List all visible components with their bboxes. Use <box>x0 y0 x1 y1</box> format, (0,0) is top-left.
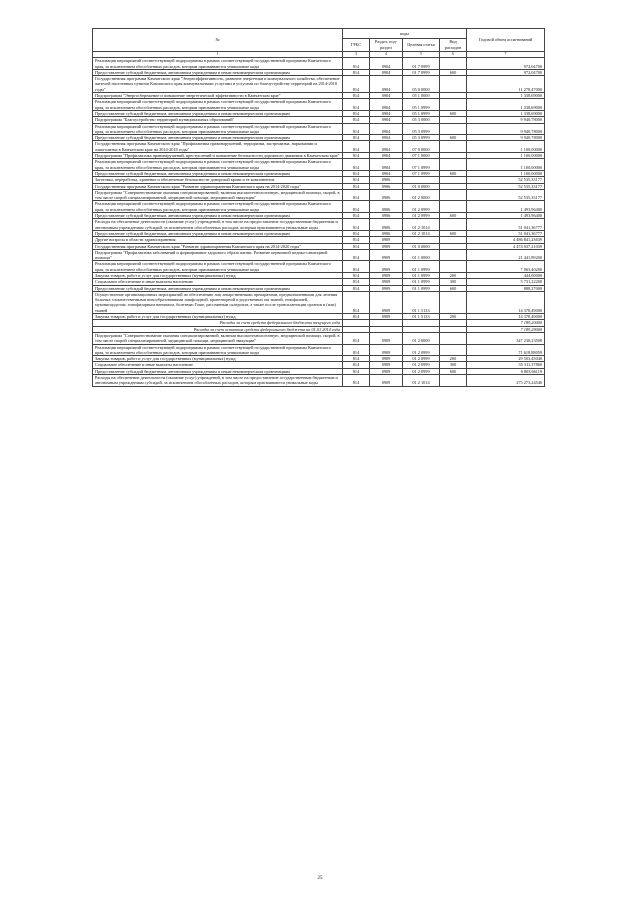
row-exptype <box>440 123 467 135</box>
row-section: 0904 <box>370 135 403 141</box>
row-section: 0906 <box>370 230 403 236</box>
table-row <box>93 201 545 213</box>
row-name: Предоставление субсидий бюджетным, автономным учреждениям и иным некоммерческим организациям <box>93 368 343 374</box>
row-name: Подпрограмма "Совершенствование оказания специализированной, включая высокотехнологичную, медицинской помощи, скорой, в том числе скорой специализированной, медицинской помощи, медицинской эвакуации" <box>93 332 343 344</box>
row-amount: 888,27000 <box>467 285 545 291</box>
row-exptype: 600 <box>440 213 467 219</box>
table-row <box>93 58 545 70</box>
row-target: 01 7 0999 <box>403 58 440 70</box>
row-target: 01 1 0999 <box>403 272 440 278</box>
row-exptype <box>440 261 467 273</box>
row-exptype <box>440 219 467 231</box>
row-name: Государственная программа Камчатского края "Энергоэффективность, развитие энергетики и коммунального хозяйства, обеспечение жителей населенных пунктов Камчатского края коммунальными услугами и услугами по благоустройству территорий на 2014-2018 годы" <box>93 76 343 93</box>
row-grbs: 814 <box>343 272 370 278</box>
row-section: 0904 <box>370 123 403 135</box>
row-section: 0909 <box>370 285 403 291</box>
row-section: 0909 <box>370 375 403 387</box>
row-section: 0904 <box>370 159 403 171</box>
row-name: Реализация мероприятий соответствующей подпрограммы в рамках соответствующей государственной программы Камчатского края, за исключением обособленных расходов, которым присваиваются уникальные коды <box>93 99 343 111</box>
row-grbs: 814 <box>343 213 370 219</box>
row-name: Государственная программа Камчатского края "Профилактика правонарушений, терроризма, экстремизма, наркомании и алкоголизма в Камчатском крае на 2014-2018 годы" <box>93 141 343 153</box>
row-grbs: 814 <box>343 153 370 159</box>
row-target: 05 3 0999 <box>403 123 440 135</box>
row-section: 0906 <box>370 177 403 183</box>
row-target: 05 1 0999 <box>403 99 440 111</box>
row-grbs: 814 <box>343 332 370 344</box>
row-exptype <box>440 291 467 313</box>
row-grbs: 814 <box>343 356 370 362</box>
row-exptype <box>440 141 467 153</box>
row-grbs: 814 <box>343 58 370 70</box>
row-name: Подпрограмма "Энергосбережение и повышение энергетической эффективности в Камчатском крае" <box>93 93 343 99</box>
row-grbs: 814 <box>343 170 370 176</box>
table-row <box>93 159 545 171</box>
row-section: 0909 <box>370 272 403 278</box>
row-grbs: 814 <box>343 362 370 368</box>
row-exptype <box>440 159 467 171</box>
row-section: 0906 <box>370 201 403 213</box>
row-section: 0904 <box>370 93 403 99</box>
row-amount: 4 474 037,21039 <box>467 243 545 249</box>
row-section: 0909 <box>370 291 403 313</box>
row-amount: 29 503,45040 <box>467 356 545 362</box>
row-target: 01 2 0999 <box>403 213 440 219</box>
col-num-6: 6 <box>440 52 467 58</box>
row-exptype: 200 <box>440 314 467 320</box>
row-amount: 35 311,37860 <box>467 362 545 368</box>
row-name: Закупка товаров, работ и услуг для государственных (муниципальных) нужд <box>93 356 343 362</box>
row-amount: 1 493,96400 <box>467 213 545 219</box>
row-amount: 1 493,96400 <box>467 201 545 213</box>
row-amount: 444,00000 <box>467 272 545 278</box>
table-row <box>93 291 545 313</box>
row-name: Расходы за счет средств федерального бюджета текущего года <box>93 320 343 326</box>
col-num-1: 1 <box>93 52 343 58</box>
row-amount: 1 100,00000 <box>467 170 545 176</box>
row-grbs: 814 <box>343 183 370 189</box>
table-body <box>93 58 545 386</box>
row-grbs: 814 <box>343 99 370 111</box>
row-section: 0904 <box>370 58 403 70</box>
row-name: Реализация мероприятий соответствующей подпрограммы в рамках соответствующей государственной программы Камчатского края, за исключением обособленных расходов, которым присваиваются уникальные коды <box>93 201 343 213</box>
row-section: 0909 <box>370 344 403 356</box>
row-grbs: 814 <box>343 93 370 99</box>
row-target: 01 2 1014 <box>403 230 440 236</box>
row-section: 0909 <box>370 314 403 320</box>
budget-table-sheet <box>92 28 544 387</box>
row-name: Подпрограмма "Совершенствование оказания специализированной, включая высокотехнологичную, медицинской помощи, скорой, в том числе скорой специализированной, медицинской помощи, медицинской эвакуации" <box>93 189 343 201</box>
header-target: Целевая статья <box>403 39 440 52</box>
col-num-4: 4 <box>370 52 403 58</box>
row-section: 0904 <box>370 110 403 116</box>
row-exptype: 600 <box>440 285 467 291</box>
table-row <box>93 332 545 344</box>
row-target: 01 1 0000 <box>403 249 440 261</box>
row-exptype: 600 <box>440 230 467 236</box>
row-amount: 52 535,33177 <box>467 183 545 189</box>
row-grbs: 814 <box>343 177 370 183</box>
row-name: Подпрограмма "Профилактика заболеваний и формирование здорового образа жизни. Развитие первичной медико-санитарной помощи" <box>93 249 343 261</box>
row-amount: 972,04700 <box>467 69 545 75</box>
row-section: 0906 <box>370 213 403 219</box>
table-row <box>93 123 545 135</box>
table-row <box>93 375 545 387</box>
table-row <box>93 219 545 231</box>
row-section: 0904 <box>370 69 403 75</box>
row-grbs: 814 <box>343 76 370 93</box>
row-target: 01 2 0999 <box>403 362 440 368</box>
row-grbs: 814 <box>343 230 370 236</box>
row-exptype <box>440 99 467 111</box>
row-section: 0909 <box>370 243 403 249</box>
row-target: 01 2 1014 <box>403 219 440 231</box>
row-amount: 52 535,33177 <box>467 177 545 183</box>
row-grbs: 814 <box>343 201 370 213</box>
row-amount: 1 338,69000 <box>467 99 545 111</box>
row-name: Реализация мероприятий соответствующей подпрограммы в рамках соответствующей государственной программы Камчатского края, за исключением обособленных расходов, которым присваиваются уникальные коды <box>93 123 343 135</box>
row-target: 01 2 1014 <box>403 375 440 387</box>
row-exptype <box>440 344 467 356</box>
row-grbs: 814 <box>343 375 370 387</box>
row-grbs: 814 <box>343 285 370 291</box>
header-exptype: Вид расходов <box>440 39 467 52</box>
row-grbs: 814 <box>343 344 370 356</box>
row-target: 07 0 0000 <box>403 141 440 153</box>
row-amount: 4 486 841,23639 <box>467 237 545 243</box>
row-name: Реализация мероприятий соответствующей подпрограммы в рамках соответствующей государственной программы Камчатского края, за исключением обособленных расходов, которым присваиваются уникальные коды <box>93 344 343 356</box>
row-section: 0909 <box>370 356 403 362</box>
row-exptype <box>440 249 467 261</box>
row-amount: 51 041,36777 <box>467 230 545 236</box>
row-target: 01 2 0999 <box>403 344 440 356</box>
row-exptype <box>440 375 467 387</box>
row-section: 0904 <box>370 99 403 111</box>
row-amount: 52 535,33177 <box>467 189 545 201</box>
row-target: 05 1 0999 <box>403 110 440 116</box>
row-section: 0909 <box>370 368 403 374</box>
row-exptype <box>440 201 467 213</box>
row-grbs: 814 <box>343 159 370 171</box>
row-name: Социальное обеспечение и иные выплаты населению <box>93 362 343 368</box>
row-name: Предоставление субсидий бюджетным, автономным учреждениям и иным некоммерческим организациям <box>93 230 343 236</box>
row-amount: 9 940,78000 <box>467 135 545 141</box>
row-target: 01 0 0000 <box>403 243 440 249</box>
row-name: Предоставление субсидий бюджетным, автономным учреждениям и иным некоммерческим организациям <box>93 135 343 141</box>
row-amount: 275 273,24540 <box>467 375 545 387</box>
row-target: 05 1 0000 <box>403 93 440 99</box>
row-exptype <box>440 58 467 70</box>
row-grbs: 814 <box>343 261 370 273</box>
row-name: Расходы на обеспечение деятельности (оказание услуг) учреждений, в том числе на предоставление государственным бюджетным и автономным учреждениям субсидий, за исключением обособленных расходов, которым присваиваются уникальные коды <box>93 375 343 387</box>
table-row <box>93 249 545 261</box>
row-section: 0904 <box>370 170 403 176</box>
row-name: Предоставление субсидий бюджетным, автономным учреждениям и иным некоммерческим организациям <box>93 110 343 116</box>
row-name: Предоставление субсидий бюджетным, автономным учреждениям и иным некоммерческим организациям <box>93 170 343 176</box>
col-num-3: 3 <box>343 52 370 58</box>
row-grbs: 814 <box>343 368 370 374</box>
row-section: 0904 <box>370 76 403 93</box>
row-exptype: 600 <box>440 110 467 116</box>
row-section: 0904 <box>370 153 403 159</box>
row-exptype: 600 <box>440 135 467 141</box>
header-section: Раздел, под-раздел <box>370 39 403 52</box>
row-target: 01 2 0999 <box>403 368 440 374</box>
table-row <box>93 76 545 93</box>
row-target: 01 1 0999 <box>403 285 440 291</box>
row-exptype <box>440 76 467 93</box>
row-grbs: 814 <box>343 279 370 285</box>
row-grbs: 814 <box>343 189 370 201</box>
row-grbs: 814 <box>343 291 370 313</box>
row-section: 0909 <box>370 237 403 243</box>
row-section: 0904 <box>370 141 403 153</box>
row-section: 0909 <box>370 362 403 368</box>
row-amount: 71 618,88059 <box>467 344 545 356</box>
row-amount: 7 063,40200 <box>467 261 545 273</box>
row-name: Подпрограмма "Профилактика правонарушений, преступлений и повышение безопасности дорожного движения в Камчатском крае" <box>93 153 343 159</box>
row-amount: 14 378,49000 <box>467 291 545 313</box>
row-amount: 9 940,78000 <box>467 123 545 135</box>
row-amount: 14 378,49000 <box>467 314 545 320</box>
row-amount: 51 041,36777 <box>467 219 545 231</box>
row-amount: 6 803,66119 <box>467 368 545 374</box>
row-amount: 7 189,20000 <box>467 320 545 326</box>
row-target: 01 2 0999 <box>403 201 440 213</box>
header-codes: коды <box>343 29 467 39</box>
row-amount: 1 100,00000 <box>467 159 545 171</box>
row-exptype <box>440 332 467 344</box>
row-name: Реализация мероприятий соответствующей подпрограммы в рамках соответствующей государственной программы Камчатского края, за исключением обособленных расходов, которым присваиваются уникальные коды <box>93 159 343 171</box>
table-row <box>93 344 545 356</box>
row-target: 05 3 0999 <box>403 135 440 141</box>
row-target: 07 1 0999 <box>403 159 440 171</box>
row-amount: 1 100,00000 <box>467 141 545 153</box>
row-name: Государственная программа Камчатского края "Развитие здравоохранения Камчатского края на 2014-2020 годы" <box>93 183 343 189</box>
row-section: 0909 <box>370 261 403 273</box>
row-name: Предоставление субсидий бюджетным, автономным учреждениям и иным некоммерческим организациям <box>93 285 343 291</box>
budget-table <box>92 28 545 387</box>
row-target: 01 1 5133 <box>403 291 440 313</box>
row-target: 01 1 0999 <box>403 279 440 285</box>
row-grbs: 814 <box>343 243 370 249</box>
row-name: Закупка товаров, работ и услуг для государственных (муниципальных) нужд <box>93 314 343 320</box>
row-exptype: 600 <box>440 69 467 75</box>
table-row <box>93 141 545 153</box>
row-exptype: 200 <box>440 272 467 278</box>
header-amount: Годовой объем ассигнований <box>467 29 545 52</box>
row-grbs: 814 <box>343 249 370 261</box>
row-target: 07 1 0999 <box>403 170 440 176</box>
row-name: Закупка товаров, работ и услуг для государственных (муниципальных) нужд <box>93 272 343 278</box>
row-target: 01 2 0999 <box>403 356 440 362</box>
row-amount: 5 731,22200 <box>467 279 545 285</box>
row-name: Осуществление организационных мероприятий по обеспечению лиц лекарственными препаратами, предназначенными для лечения больных злокачественными новообразованиями лимфоидной, кроветворной и родственных им тканей, гемофилией, муковисцидозом, гипофизарным нанизмом, болезнью Гоше, рассеянным склерозом, а также после трансплантации органов и (или) тканей <box>93 291 343 313</box>
row-name: Предоставление субсидий бюджетным, автономным учреждениям и иным некоммерческим организациям <box>93 69 343 75</box>
col-num-5: 5 <box>403 52 440 58</box>
row-name: Реализация мероприятий соответствующей подпрограммы в рамках соответствующей государственной программы Камчатского края, за исключением обособленных расходов, которым присваиваются уникальные коды <box>93 261 343 273</box>
row-name: Социальное обеспечение и иные выплаты населению <box>93 279 343 285</box>
row-amount: 347 238,23508 <box>467 332 545 344</box>
row-target: 01 0 0000 <box>403 183 440 189</box>
row-exptype: 300 <box>440 279 467 285</box>
header-num: № <box>93 29 343 52</box>
row-grbs: 814 <box>343 135 370 141</box>
row-name: Другие вопросы в области здравоохранения <box>93 237 343 243</box>
table-row <box>93 99 545 111</box>
row-amount: 1 338,69000 <box>467 110 545 116</box>
row-name: Заготовка, переработка, хранение и обеспечение безопасности донорской крови и ее компонентов <box>93 177 343 183</box>
row-target: 01 2 0000 <box>403 189 440 201</box>
row-target: 01 7 0999 <box>403 69 440 75</box>
row-amount: 972,04700 <box>467 58 545 70</box>
row-exptype: 200 <box>440 356 467 362</box>
row-target: 01 1 5133 <box>403 314 440 320</box>
row-section: 0904 <box>370 117 403 123</box>
row-grbs: 814 <box>343 69 370 75</box>
row-section: 0909 <box>370 279 403 285</box>
row-exptype <box>440 189 467 201</box>
row-amount: 1 100,00000 <box>467 153 545 159</box>
row-name: Расходы за счет остатков средств федерального бюджета на 01.01.2014 года <box>93 326 343 332</box>
row-target: 05 3 0000 <box>403 117 440 123</box>
row-name: Расходы на обеспечение деятельности (оказание услуг) учреждений, в том числе на предоставление государственным бюджетным и автономным учреждениям субсидий, за исключением обособленных расходов, которым присваиваются уникальные коды <box>93 219 343 231</box>
row-exptype: 300 <box>440 362 467 368</box>
row-grbs: 814 <box>343 110 370 116</box>
row-grbs: 814 <box>343 219 370 231</box>
row-name: Реализация мероприятий соответствующей подпрограммы в рамках соответствующей государственной программы Камчатского края, за исключением обособленных расходов, которым присваиваются уникальные коды <box>93 58 343 70</box>
row-section: 0906 <box>370 183 403 189</box>
col-num-7: 7 <box>467 52 545 58</box>
row-target: 01 1 0999 <box>403 261 440 273</box>
row-amount: 11 278,47000 <box>467 76 545 93</box>
row-amount: 21 441,89200 <box>467 249 545 261</box>
header-grbs: ГРБС <box>343 39 370 52</box>
row-section: 0906 <box>370 189 403 201</box>
row-grbs: 814 <box>343 117 370 123</box>
table-row <box>93 261 545 273</box>
row-section: 0906 <box>370 219 403 231</box>
row-target: 05 0 0000 <box>403 76 440 93</box>
row-grbs: 814 <box>343 314 370 320</box>
row-exptype: 600 <box>440 170 467 176</box>
row-section: 0909 <box>370 332 403 344</box>
row-amount: 1 338,69000 <box>467 93 545 99</box>
row-target: 07 1 0000 <box>403 153 440 159</box>
row-exptype: 600 <box>440 368 467 374</box>
row-name: Государственная программа Камчатского края "Развитие здравоохранения Камчатского края на 2014-2020 годы" <box>93 243 343 249</box>
row-section: 0909 <box>370 249 403 261</box>
row-amount: 7 189,29000 <box>467 326 545 332</box>
table-row <box>93 189 545 201</box>
row-name: Подпрограмма "Благоустройство территорий муниципальных образований" <box>93 117 343 123</box>
row-grbs: 814 <box>343 123 370 135</box>
row-name: Предоставление субсидий бюджетным, автономным учреждениям и иным некоммерческим организациям <box>93 213 343 219</box>
row-grbs: 814 <box>343 141 370 153</box>
row-amount: 9 940,78000 <box>467 117 545 123</box>
row-target: 01 2 0000 <box>403 332 440 344</box>
page-number: 25 <box>317 876 323 881</box>
row-grbs: 814 <box>343 237 370 243</box>
